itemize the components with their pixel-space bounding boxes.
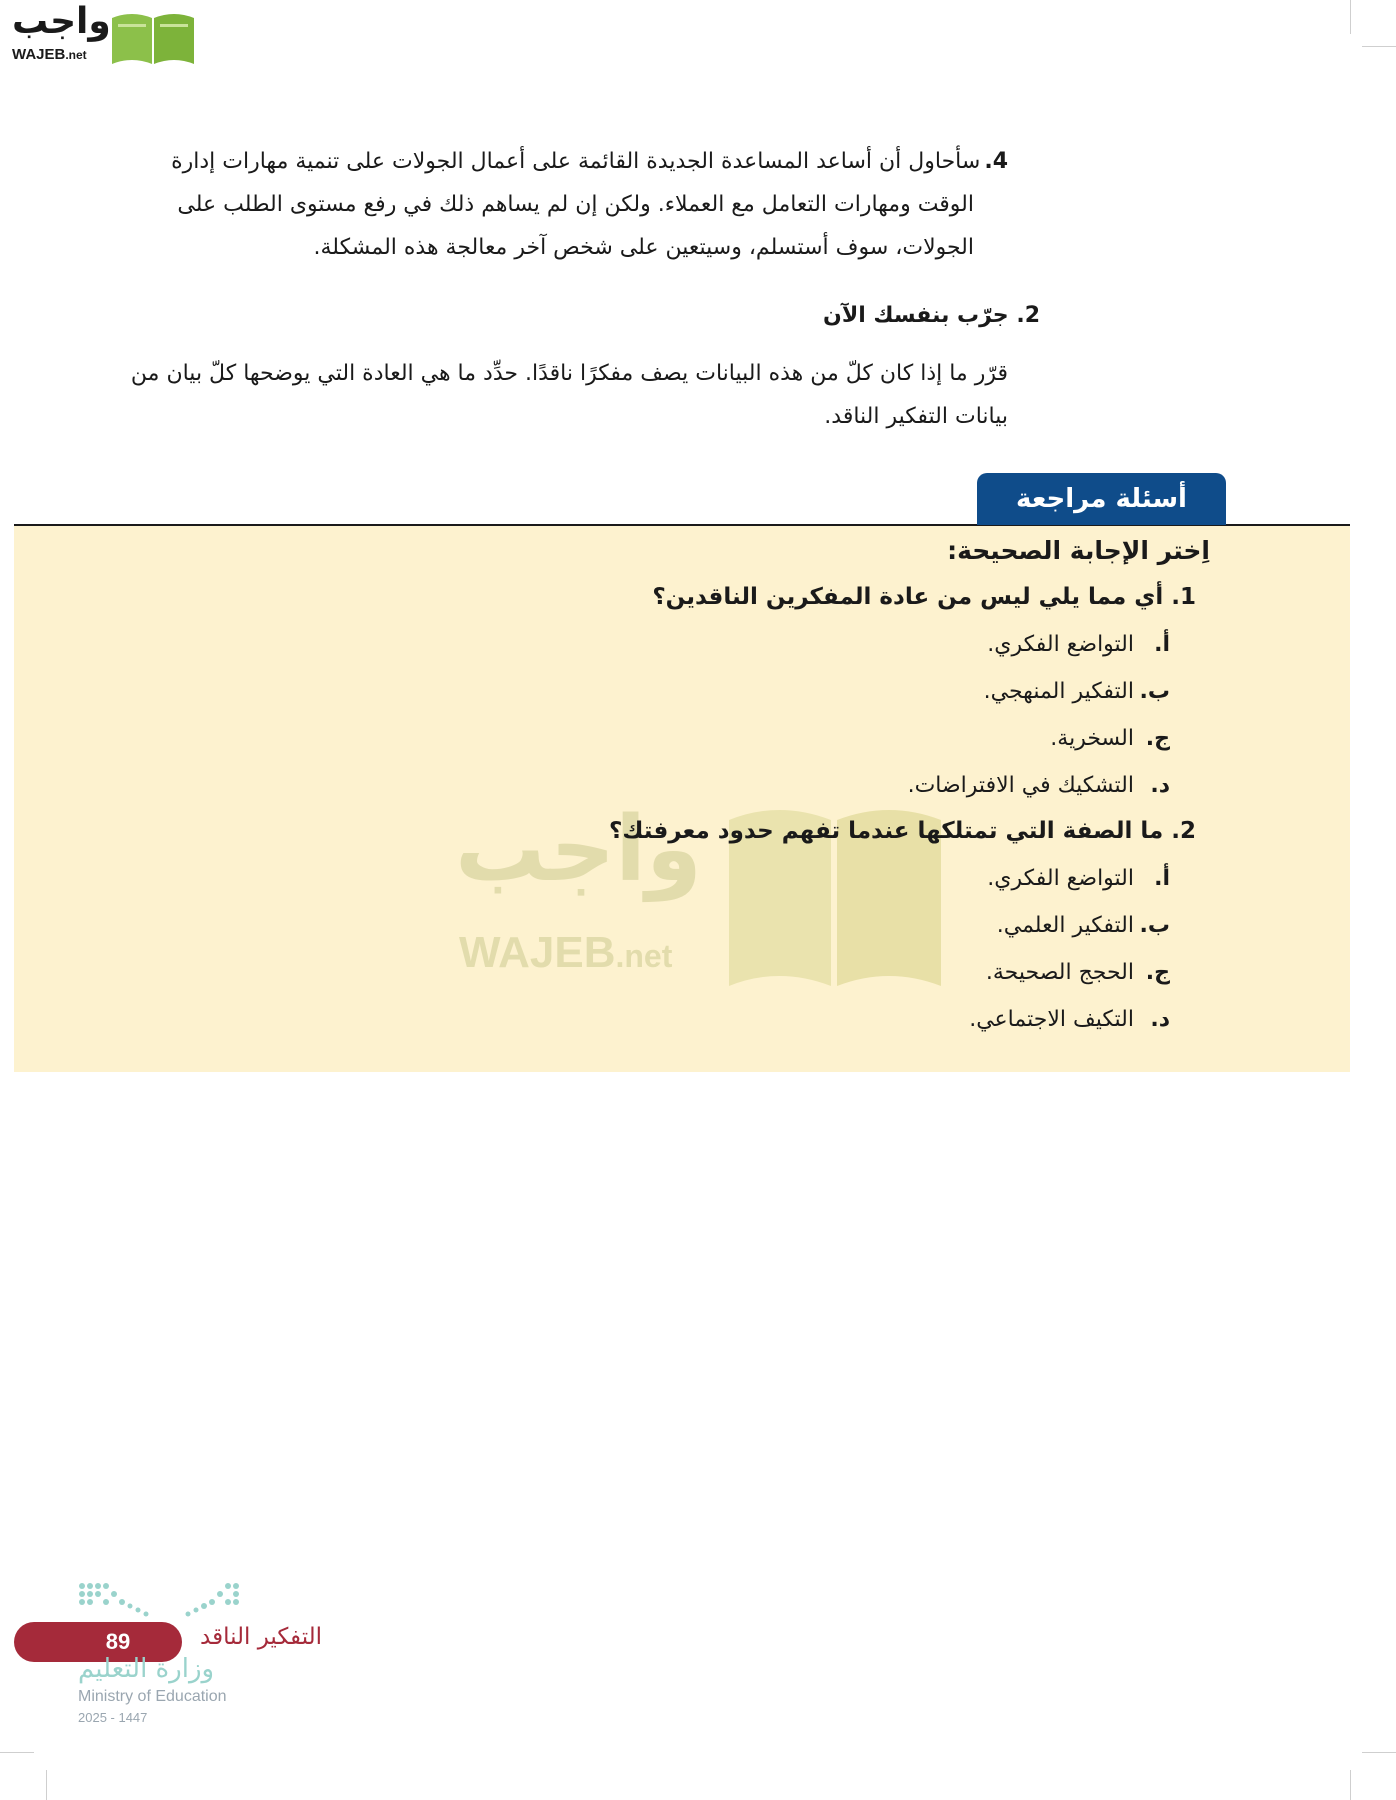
page-number-badge: 89 (14, 1622, 182, 1662)
crop-mark-bottom-right-h (1362, 1752, 1396, 1753)
option-letter: ج. (1145, 960, 1170, 985)
question-2-option-d[interactable] (969, 1007, 1170, 1032)
book-title: التفكير الناقد (200, 1624, 323, 1650)
question-2-option-c[interactable] (986, 960, 1170, 985)
option-text: الحجج الصحيحة. (985, 960, 1134, 985)
question-1-option-d[interactable] (908, 773, 1170, 798)
ministry-year: 2025 - 1447 (78, 1710, 148, 1725)
option-letter: ب. (1139, 913, 1170, 938)
logo-latin-text: WAJEB.net (12, 46, 87, 63)
ministry-name-arabic: وزارة التعليم (78, 1654, 215, 1684)
try-yourself-text: قرّر ما إذا كان كلّ من هذه البيانات يصف مفكرًا ناقدًا. حدِّد ما هي العادة التي يوضحها كلّ بيان من بيانات التفكير الناقد. (130, 361, 1008, 429)
option-text: التكيف الاجتماعي. (969, 1007, 1134, 1032)
paragraph-number: 4. (984, 149, 1008, 174)
paragraph-continuation: الوقت ومهارات التعامل مع العملاء. ولكن إن لم يساهم ذلك في رفع مستوى الطلب على الجولات، سوف أستسلم، وسيتعين على شخص آخر معالجة هذه المشكلة. (177, 192, 974, 260)
ministry-name-english: Ministry of Education (78, 1688, 227, 1705)
option-letter: ب. (1139, 679, 1170, 704)
paragraph-line-1: سأحاول أن أساعد المساعدة الجديدة القائمة على أعمال الجولات على تنمية مهارات إدارة (171, 149, 981, 174)
question-1-option-c[interactable] (1050, 726, 1170, 751)
crop-mark-bottom-left-h (0, 1752, 34, 1753)
wajeb-logo[interactable] (10, 1, 190, 66)
review-questions-tab: أسئلة مراجعة (977, 473, 1226, 525)
crop-mark-bottom-right-v (1350, 1770, 1351, 1800)
question-1-option-a[interactable] (987, 632, 1170, 657)
watermark-latin-text: WAJEB.net (459, 928, 673, 977)
question-2-option-b[interactable] (997, 913, 1170, 938)
review-instruction: اِختر الإجابة الصحيحة: (947, 536, 1210, 565)
option-text: التشكيك في الافتراضات. (907, 773, 1134, 798)
logo-arabic-text: واجب (12, 1, 111, 42)
watermark-arabic-text: واجب (455, 797, 702, 902)
question-2-option-a[interactable] (987, 866, 1170, 891)
question-2: 2. ما الصفة التي تمتلكها عندما تفهم حدود معرفتك؟ (609, 818, 1196, 844)
try-yourself-heading: 2. جرّب بنفسك الآن (823, 303, 1040, 328)
option-text: التواضع الفكري. (987, 866, 1134, 891)
option-text: السخرية. (1050, 726, 1134, 751)
option-letter: د. (1150, 1007, 1170, 1032)
option-text: التواضع الفكري. (987, 632, 1134, 657)
crop-mark-top-right-v (1350, 0, 1351, 34)
question-1-option-b[interactable] (984, 679, 1170, 704)
crop-mark-bottom-left-v (46, 1770, 47, 1800)
paragraph-item-4 (148, 140, 1008, 269)
option-letter: أ. (1154, 632, 1170, 657)
option-letter: د. (1150, 773, 1170, 798)
open-book-icon (108, 10, 198, 66)
crop-mark-top-right-h (1362, 46, 1396, 47)
option-text: التفكير المنهجي. (983, 679, 1134, 704)
option-text: التفكير العلمي. (996, 913, 1134, 938)
question-1: 1. أي مما يلي ليس من عادة المفكرين الناقدين؟ (652, 584, 1196, 610)
option-letter: ج. (1145, 726, 1170, 751)
option-letter: أ. (1154, 866, 1170, 891)
